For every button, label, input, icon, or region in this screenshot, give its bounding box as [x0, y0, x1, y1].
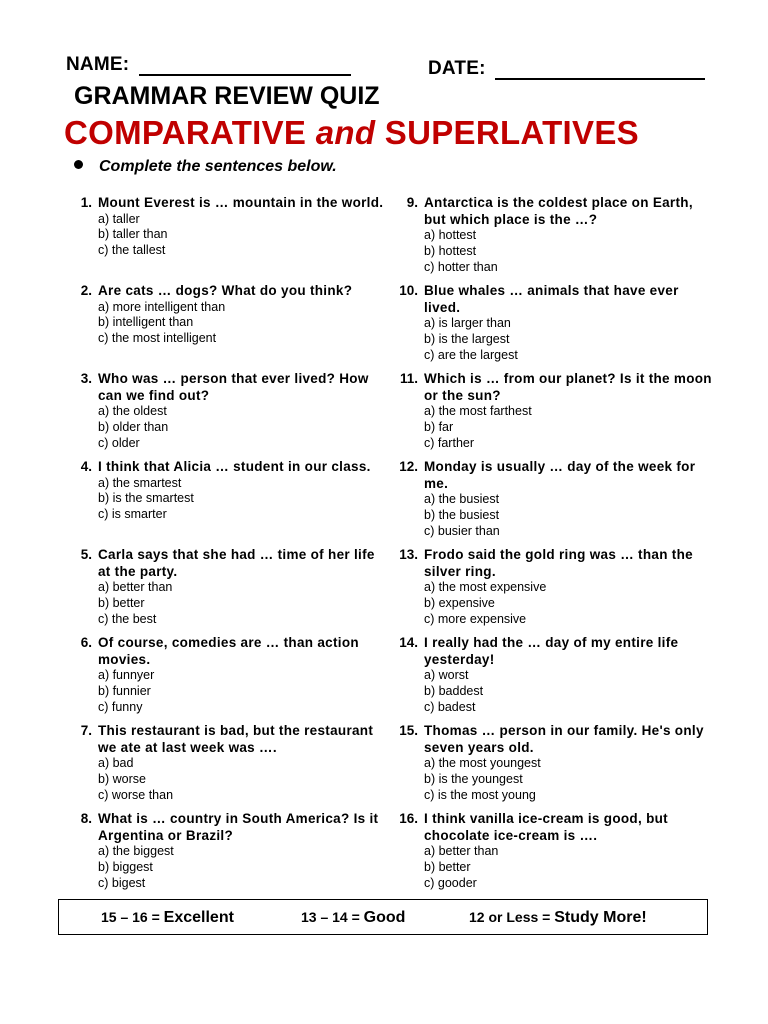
question-item: [62, 371, 392, 459]
answer-option[interactable]: a) more intelligent than: [98, 299, 226, 314]
answer-option[interactable]: c) are the largest: [424, 347, 518, 362]
answer-option[interactable]: b) better: [98, 595, 145, 610]
subtitle-part-comparative: COMPARATIVE: [64, 114, 316, 151]
question-number: 8.: [80, 811, 92, 826]
answer-option[interactable]: b) older than: [98, 419, 169, 434]
question-item: [388, 459, 718, 547]
question-text: Blue whales … animals that have ever lived.: [424, 283, 679, 315]
question-text: Mount Everest is … mountain in the world.: [98, 195, 384, 210]
question-item: [388, 635, 718, 723]
answer-option[interactable]: a) better than: [424, 844, 499, 858]
answer-option[interactable]: c) is the most young: [424, 787, 536, 802]
answer-option[interactable]: b) worse: [98, 771, 146, 786]
answer-option[interactable]: b) the busiest: [424, 507, 500, 522]
answer-option[interactable]: a) the smartest: [98, 475, 182, 490]
answer-option[interactable]: b) biggest: [98, 859, 153, 874]
questions-left-column: [62, 195, 392, 899]
date-blank-line[interactable]: [495, 60, 705, 80]
answer-option[interactable]: a) better than: [98, 580, 173, 594]
question-text: Thomas … person in our family. He's only seven years old.: [424, 723, 704, 755]
answer-option[interactable]: a) the busiest: [424, 492, 500, 506]
score-label: Study More!: [554, 909, 647, 926]
answer-option[interactable]: c) the most intelligent: [98, 331, 217, 346]
question-text: Carla says that she had … time of her life at the party.: [98, 547, 375, 579]
answer-option[interactable]: b) hottest: [424, 243, 477, 258]
answer-option[interactable]: a) hottest: [424, 228, 477, 242]
score-range: 13 – 14 =: [301, 909, 360, 925]
question-text: What is … country in South America? Is it Argentina or Brazil?: [98, 811, 379, 843]
question-item: [62, 459, 392, 547]
name-label: NAME:: [66, 54, 130, 75]
answer-option[interactable]: a) taller: [98, 211, 140, 226]
bullet-icon: [74, 160, 83, 169]
date-label: DATE:: [428, 58, 486, 79]
answer-option[interactable]: b) baddest: [424, 683, 484, 698]
answer-option[interactable]: b) far: [424, 419, 454, 434]
question-text: Which is … from our planet? Is it the moon or the sun?: [424, 371, 712, 403]
question-number: 13.: [399, 547, 418, 562]
answer-option[interactable]: c) busier than: [424, 523, 500, 538]
question-item: [388, 283, 718, 371]
question-number: 12.: [399, 459, 418, 474]
question-number: 14.: [399, 635, 418, 650]
name-blank-line[interactable]: [139, 56, 351, 76]
answer-option[interactable]: a) bad: [98, 756, 134, 770]
answer-option[interactable]: a) worst: [424, 668, 469, 682]
answer-option[interactable]: c) worse than: [98, 787, 174, 802]
answer-option[interactable]: c) older: [98, 435, 140, 450]
score-study-more: [469, 909, 647, 927]
answer-option[interactable]: b) is the smartest: [98, 491, 194, 506]
question-number: 9.: [406, 195, 418, 210]
page-subtitle: [64, 114, 639, 152]
question-item: [388, 371, 718, 459]
question-item: [62, 547, 392, 635]
question-item: [62, 723, 392, 811]
question-item: [62, 283, 392, 371]
answer-option[interactable]: c) is smarter: [98, 507, 167, 522]
question-number: 3.: [80, 371, 92, 386]
answer-option[interactable]: c) more expensive: [424, 611, 527, 626]
instruction: [74, 158, 337, 176]
answer-option[interactable]: b) is the largest: [424, 331, 510, 346]
question-number: 4.: [80, 459, 92, 474]
score-good: [301, 909, 405, 927]
question-text: Frodo said the gold ring was … than the silver ring.: [424, 547, 693, 579]
questions-right-column: [388, 195, 718, 899]
question-number: 16.: [399, 811, 418, 826]
answer-option[interactable]: a) funnyer: [98, 668, 155, 682]
date-field: [428, 58, 705, 80]
answer-option[interactable]: c) funny: [98, 699, 143, 714]
answer-option[interactable]: c) badest: [424, 699, 476, 714]
score-excellent: [101, 909, 234, 927]
subtitle-part-and: and: [315, 114, 376, 151]
score-range: 15 – 16 =: [101, 909, 160, 925]
question-text: I really had the … day of my entire life yesterday!: [424, 635, 679, 667]
question-number: 11.: [399, 371, 418, 386]
question-item: [62, 811, 392, 899]
question-number: 6.: [80, 635, 92, 650]
question-number: 2.: [80, 283, 92, 298]
question-text: This restaurant is bad, but the restaurant we ate at last week was ….: [98, 723, 374, 755]
answer-option[interactable]: b) intelligent than: [98, 315, 194, 330]
subtitle-part-superlatives: SUPERLATIVES: [375, 114, 639, 151]
question-number: 1.: [80, 195, 92, 210]
question-text: I think vanilla ice-cream is good, but chocolate ice-cream is ….: [424, 811, 668, 843]
answer-option[interactable]: a) the oldest: [98, 404, 167, 418]
question-number: 10.: [399, 283, 418, 298]
question-text: I think that Alicia … student in our class.: [98, 459, 371, 474]
question-number: 7.: [80, 723, 92, 738]
answer-option[interactable]: b) is the youngest: [424, 771, 523, 786]
answer-option[interactable]: a) the most youngest: [424, 756, 541, 770]
answer-option[interactable]: a) is larger than: [424, 316, 511, 330]
question-number: 15.: [399, 723, 418, 738]
question-text: Are cats … dogs? What do you think?: [98, 283, 353, 298]
name-field: [66, 54, 351, 76]
question-item: [62, 195, 392, 283]
score-label: Excellent: [163, 909, 234, 926]
answer-option[interactable]: c) hotter than: [424, 259, 498, 274]
page-title: GRAMMAR REVIEW QUIZ: [74, 82, 380, 110]
score-box: [58, 899, 708, 935]
answer-option[interactable]: b) funnier: [98, 683, 151, 698]
answer-option[interactable]: b) expensive: [424, 595, 495, 610]
question-item: [388, 811, 718, 899]
instruction-text: Complete the sentences below.: [99, 158, 337, 175]
question-text: Who was … person that ever lived? How can we find out?: [98, 371, 369, 403]
answer-option[interactable]: a) the most expensive: [424, 580, 547, 594]
answer-option[interactable]: a) the biggest: [98, 844, 174, 858]
answer-option[interactable]: b) better: [424, 859, 471, 874]
answer-option[interactable]: c) bigest: [98, 875, 146, 890]
question-item: [388, 723, 718, 811]
answer-option[interactable]: b) taller than: [98, 227, 168, 242]
question-item: [62, 635, 392, 723]
question-text: Antarctica is the coldest place on Earth, but which place is the …?: [424, 195, 693, 227]
question-text: Of course, comedies are … than action movies.: [98, 635, 359, 667]
question-number: 5.: [80, 547, 92, 562]
score-label: Good: [363, 909, 406, 926]
answer-option[interactable]: c) the best: [98, 611, 157, 626]
answer-option[interactable]: a) the most farthest: [424, 404, 532, 418]
answer-option[interactable]: c) gooder: [424, 875, 477, 890]
question-item: [388, 547, 718, 635]
question-item: [388, 195, 718, 283]
question-text: Monday is usually … day of the week for me.: [424, 459, 696, 491]
answer-option[interactable]: c) farther: [424, 435, 475, 450]
answer-option[interactable]: c) the tallest: [98, 243, 166, 258]
score-range: 12 or Less =: [469, 909, 551, 925]
